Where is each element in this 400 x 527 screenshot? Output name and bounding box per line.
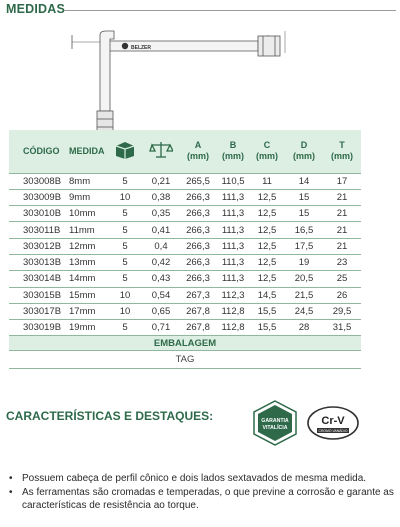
packaging-label: EMBALAGEM <box>9 336 361 351</box>
cell-quantity: 10 <box>107 189 143 205</box>
brand-logo-icon <box>122 43 128 49</box>
cell-quantity: 5 <box>107 206 143 222</box>
table-header-row <box>9 130 361 173</box>
cell-c: 12,5 <box>249 254 285 270</box>
col-codigo: CÓDIGO <box>9 130 61 173</box>
table-row <box>9 271 361 287</box>
cell-t: 21 <box>323 206 361 222</box>
cell-d: 21,5 <box>285 287 323 303</box>
cell-medida: 19mm <box>61 320 107 336</box>
cell-medida: 15mm <box>61 287 107 303</box>
cell-t: 21 <box>323 222 361 238</box>
bullet-marker: • <box>9 473 13 484</box>
features-title: CARACTERÍSTICAS E DESTAQUES: <box>6 409 214 423</box>
cell-c: 12,5 <box>249 206 285 222</box>
feature-item: • Possuem cabeça de perfil cônico e dois lados sextavados de mesma medida. <box>9 473 367 484</box>
cell-t: 17 <box>323 173 361 189</box>
cell-quantity: 5 <box>107 320 143 336</box>
cell-medida: 8mm <box>61 173 107 189</box>
wrench-drawing <box>70 25 330 145</box>
cell-medida: 14mm <box>61 271 107 287</box>
cell-codigo: 303015B <box>9 287 61 303</box>
section-title: MEDIDAS <box>6 2 66 16</box>
cell-weight: 0,41 <box>143 222 179 238</box>
cell-medida: 13mm <box>61 254 107 270</box>
table-body <box>9 173 361 336</box>
table-row <box>9 287 361 303</box>
bullet-marker: • <box>9 486 13 498</box>
cell-t: 21 <box>323 189 361 205</box>
cell-b: 112,8 <box>217 320 249 336</box>
cell-medida: 11mm <box>61 222 107 238</box>
feature-list <box>8 472 396 513</box>
cell-c: 14,5 <box>249 287 285 303</box>
cell-d: 28 <box>285 320 323 336</box>
cell-codigo: 303009B <box>9 189 61 205</box>
cell-weight: 0,21 <box>143 173 179 189</box>
warranty-line1: GARANTIA <box>261 418 289 424</box>
cell-t: 29,5 <box>323 303 361 319</box>
cell-a: 266,3 <box>179 238 217 254</box>
cell-a: 267,8 <box>179 320 217 336</box>
cell-c: 12,5 <box>249 189 285 205</box>
cell-a: 266,3 <box>179 254 217 270</box>
table-row <box>9 320 361 336</box>
cell-quantity: 10 <box>107 303 143 319</box>
brand-mark-text: BELZER <box>131 45 151 51</box>
crv-badge <box>306 405 360 441</box>
table-row <box>9 173 361 189</box>
cell-t: 31,5 <box>323 320 361 336</box>
cell-t: 21 <box>323 238 361 254</box>
cell-d: 17,5 <box>285 238 323 254</box>
cell-c: 12,5 <box>249 238 285 254</box>
col-t: T (mm) <box>323 130 361 173</box>
cell-weight: 0,54 <box>143 287 179 303</box>
col-weight <box>143 130 179 173</box>
cell-quantity: 10 <box>107 287 143 303</box>
spec-table <box>9 130 361 369</box>
cell-codigo: 303013B <box>9 254 61 270</box>
header-rule <box>64 10 396 11</box>
col-quantity <box>107 130 143 173</box>
cell-codigo: 303012B <box>9 238 61 254</box>
table-row <box>9 238 361 254</box>
scale-icon <box>149 140 173 160</box>
cell-weight: 0,38 <box>143 189 179 205</box>
cell-c: 15,5 <box>249 303 285 319</box>
col-d: D (mm) <box>285 130 323 173</box>
cell-c: 12,5 <box>249 271 285 287</box>
cell-weight: 0,42 <box>143 254 179 270</box>
cell-weight: 0,35 <box>143 206 179 222</box>
crv-text: Cr-V <box>321 415 345 427</box>
cell-quantity: 5 <box>107 238 143 254</box>
cell-a: 266,3 <box>179 271 217 287</box>
cell-codigo: 303014B <box>9 271 61 287</box>
cell-a: 266,3 <box>179 206 217 222</box>
cell-a: 267,8 <box>179 303 217 319</box>
table-row <box>9 254 361 270</box>
cell-medida: 17mm <box>61 303 107 319</box>
cell-b: 111,3 <box>217 189 249 205</box>
cell-quantity: 5 <box>107 254 143 270</box>
cell-d: 16,5 <box>285 222 323 238</box>
cell-a: 265,5 <box>179 173 217 189</box>
box-icon <box>114 140 136 160</box>
packaging-header-row <box>9 336 361 351</box>
cell-b: 111,3 <box>217 206 249 222</box>
cell-weight: 0,43 <box>143 271 179 287</box>
cell-t: 26 <box>323 287 361 303</box>
col-b: B (mm) <box>217 130 249 173</box>
cell-codigo: 303011B <box>9 222 61 238</box>
table-row <box>9 222 361 238</box>
cell-b: 112,3 <box>217 287 249 303</box>
warranty-line2: VITALÍCIA <box>262 425 288 431</box>
cell-b: 111,3 <box>217 222 249 238</box>
col-a: A (mm) <box>179 130 217 173</box>
cell-d: 14 <box>285 173 323 189</box>
cell-medida: 9mm <box>61 189 107 205</box>
packaging-value-row <box>9 351 361 369</box>
cell-d: 15 <box>285 206 323 222</box>
cell-c: 15,5 <box>249 320 285 336</box>
cell-t: 23 <box>323 254 361 270</box>
cell-codigo: 303019B <box>9 320 61 336</box>
cell-b: 111,3 <box>217 238 249 254</box>
feature-item: • As ferramentas são cromadas e temperadas, o que previne a corrosão e garante as características de resistência ao torque. <box>9 486 394 511</box>
cell-quantity: 5 <box>107 173 143 189</box>
table-row <box>9 303 361 319</box>
cell-weight: 0,65 <box>143 303 179 319</box>
cell-weight: 0,71 <box>143 320 179 336</box>
packaging-value: TAG <box>9 351 361 369</box>
cell-b: 110,5 <box>217 173 249 189</box>
cell-codigo: 303017B <box>9 303 61 319</box>
section-header <box>6 2 396 18</box>
col-c: C (mm) <box>249 130 285 173</box>
cell-a: 266,3 <box>179 189 217 205</box>
crv-subtext: CROMO VANÁDIO <box>318 429 348 433</box>
cell-a: 267,3 <box>179 287 217 303</box>
table-row <box>9 189 361 205</box>
cell-c: 11 <box>249 173 285 189</box>
cell-d: 15 <box>285 189 323 205</box>
col-medida: MEDIDA <box>61 130 107 173</box>
table-row <box>9 206 361 222</box>
cell-d: 19 <box>285 254 323 270</box>
cell-medida: 12mm <box>61 238 107 254</box>
cell-codigo: 303010B <box>9 206 61 222</box>
cell-quantity: 5 <box>107 271 143 287</box>
cell-weight: 0,4 <box>143 238 179 254</box>
cell-c: 12,5 <box>249 222 285 238</box>
cell-d: 24,5 <box>285 303 323 319</box>
cell-medida: 10mm <box>61 206 107 222</box>
cell-b: 111,3 <box>217 271 249 287</box>
cell-b: 111,3 <box>217 254 249 270</box>
cell-codigo: 303008B <box>9 173 61 189</box>
warranty-badge <box>252 400 298 446</box>
cell-t: 25 <box>323 271 361 287</box>
cell-b: 112,8 <box>217 303 249 319</box>
cell-a: 266,3 <box>179 222 217 238</box>
cell-d: 20,5 <box>285 271 323 287</box>
cell-quantity: 5 <box>107 222 143 238</box>
